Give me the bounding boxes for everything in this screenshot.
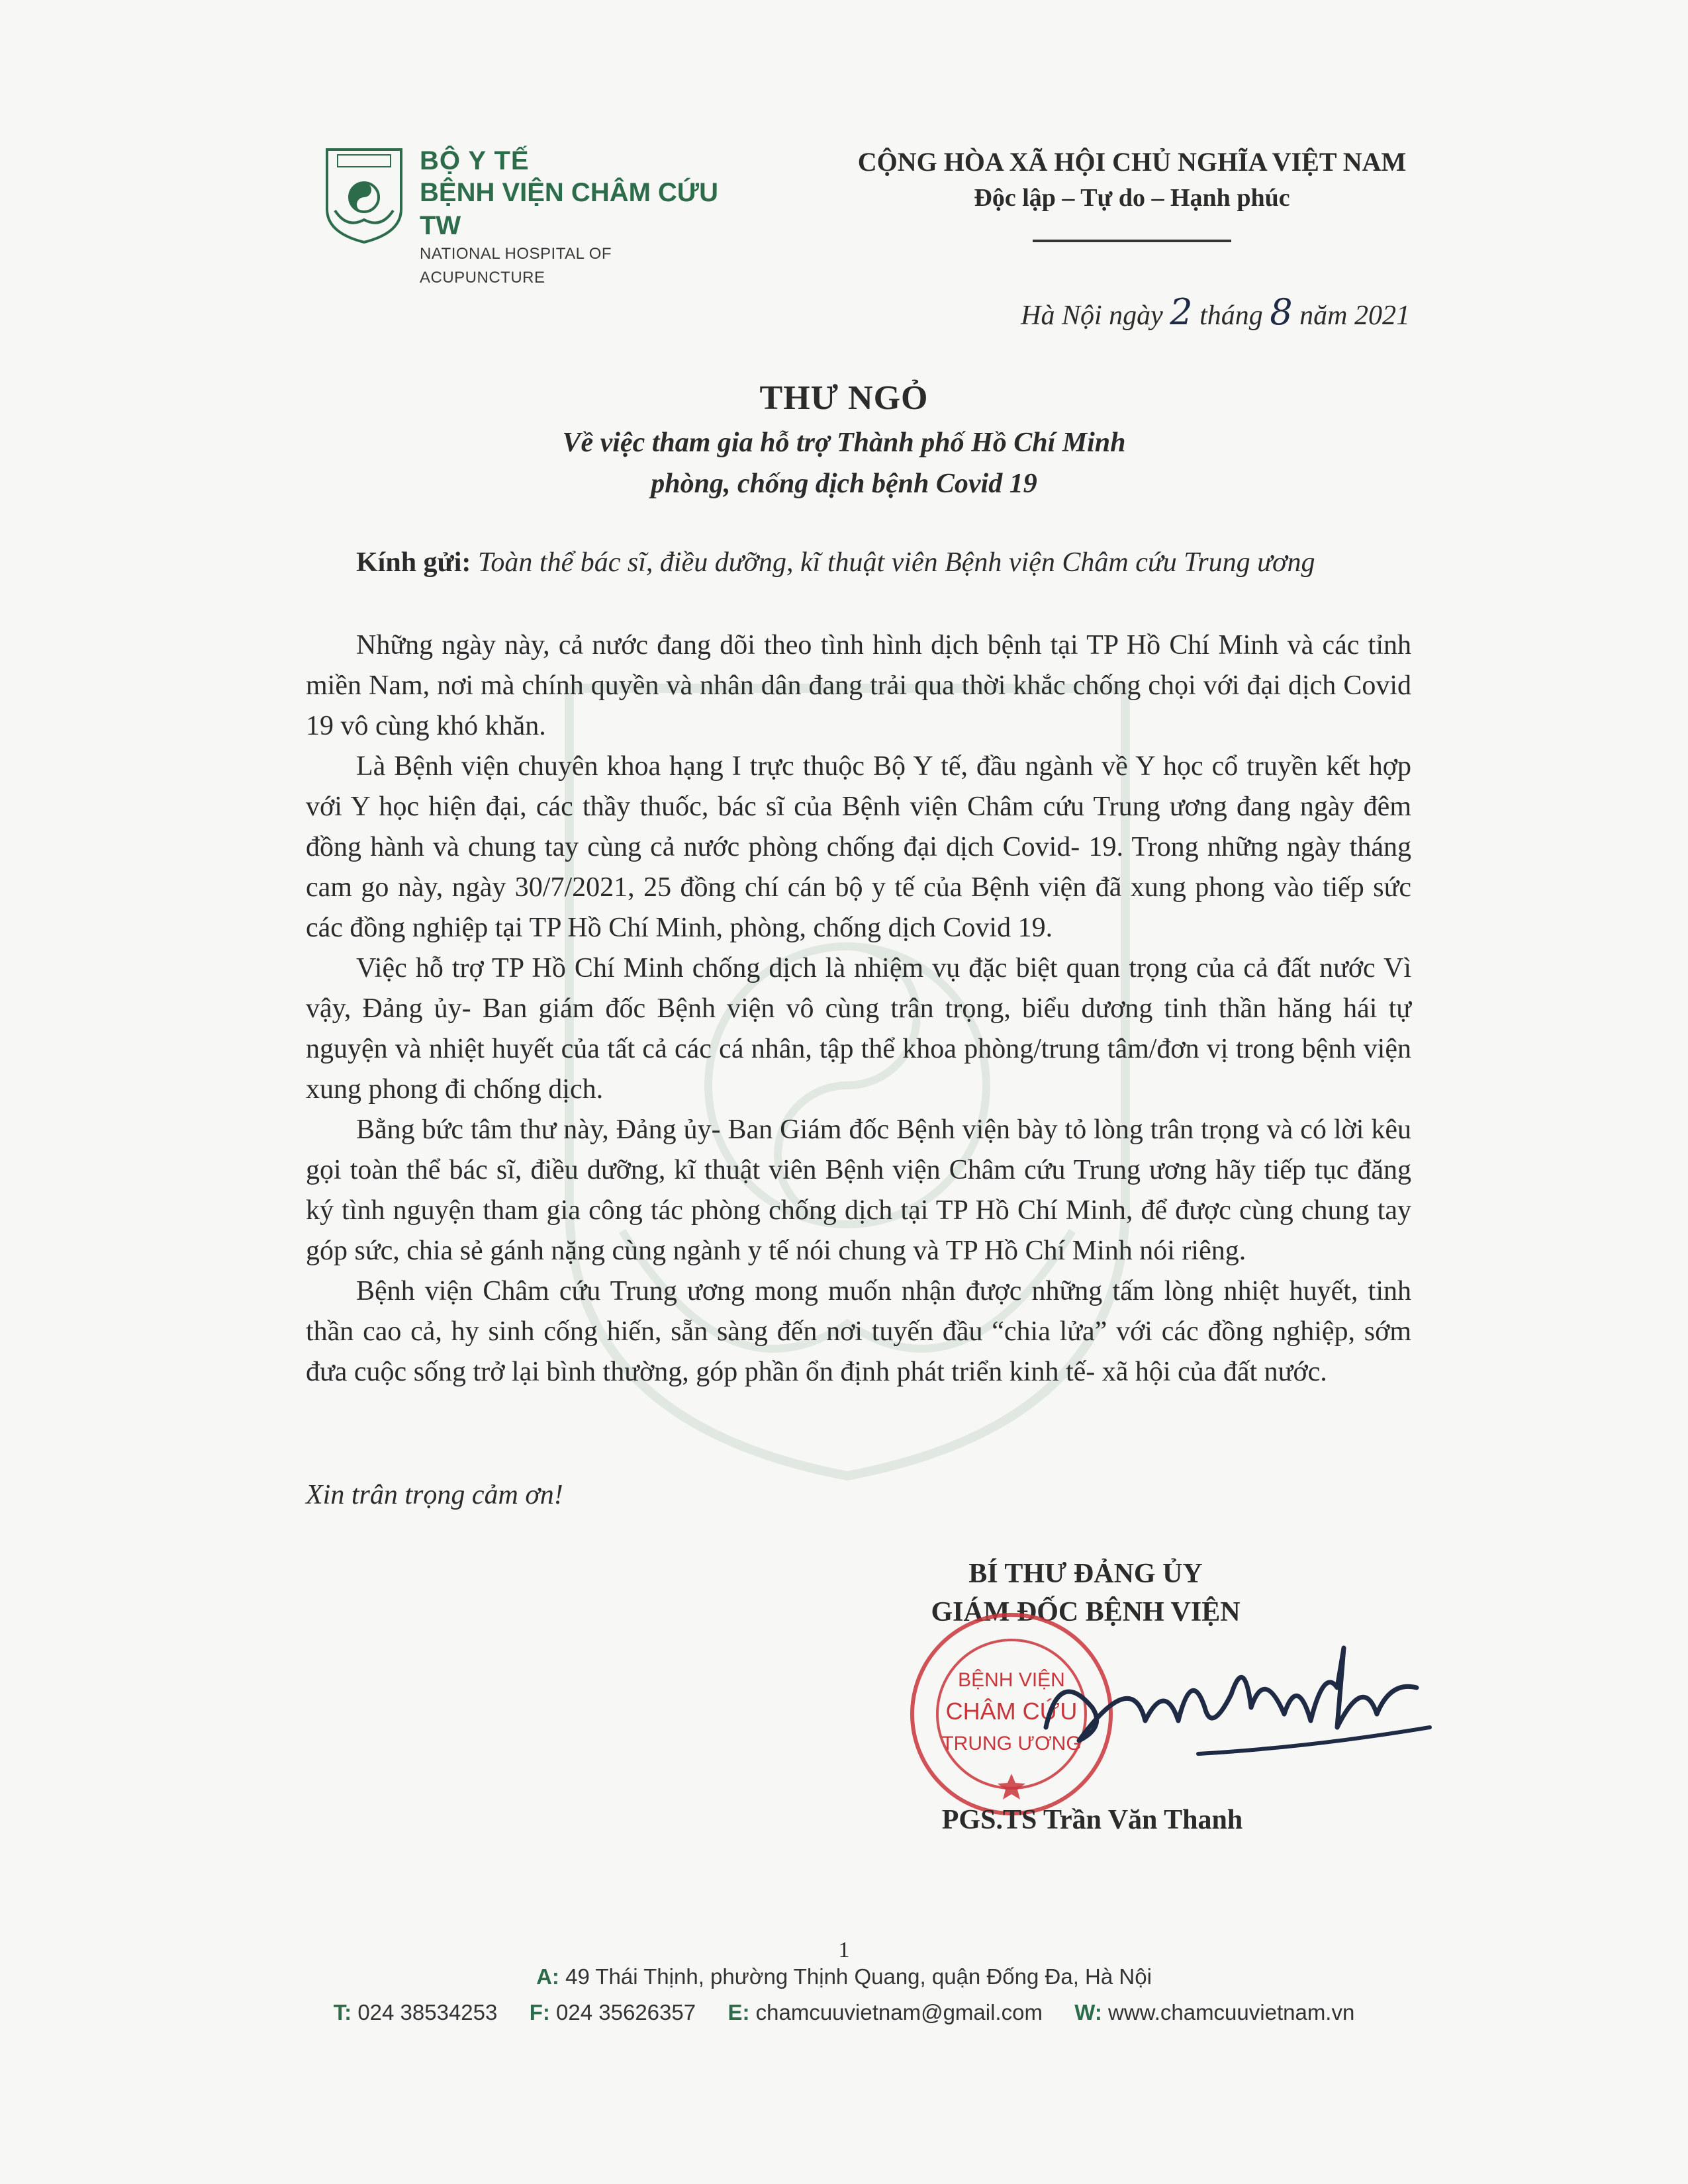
date-month: 8 [1270,291,1293,333]
recipient-value: Toàn thể bác sĩ, điều dưỡng, kĩ thuật viên Bệnh viện Châm cứu Trung ương [477,547,1315,578]
motto-underline [1033,240,1231,242]
logo-text [420,146,733,290]
recipient-line [356,547,1315,578]
address-label: A: [536,1964,559,1989]
address-text: 49 Thái Thịnh, phường Thịnh Quang, quận Đống Đa, Hà Nội [565,1964,1152,1989]
tel-text: 024 38534253 [357,2000,498,2025]
date-month-label: tháng [1199,300,1263,331]
footer-contacts [0,2000,1688,2025]
date-prefix: Hà Nội ngày [1021,300,1163,331]
date-year: năm 2021 [1299,300,1410,331]
letter-subtitle-2: phòng, chống dịch bệnh Covid 19 [651,469,1037,499]
letter-body [306,625,1411,1392]
national-header [834,144,1430,242]
hospital-emblem-icon [323,146,405,245]
body-paragraph: Những ngày này, cả nước đang dõi theo tình hình dịch bệnh tại TP Hồ Chí Minh và các tỉnh miền Nam, nơi mà chính quyền và nhân dân đang trải qua thời khắc chống chọi với đại dịch Covid 19 vô cùng khó khăn. [306,630,1411,741]
letter-date [1021,291,1410,333]
letter-heading: THƯ NGỎ [759,379,929,417]
closing-text: Xin trân trọng cảm ơn! [306,1480,563,1510]
stamp-line-3: TRUNG ƯƠNG [941,1733,1082,1754]
signer-name: PGS.TS Trần Văn Thanh [941,1805,1243,1835]
body-paragraph: Là Bệnh viện chuyên khoa hạng I trực thuộc Bộ Y tế, đầu ngành về Y học cổ truyền kết hợp với Y học hiện đại, các thầy thuốc, bác sĩ của Bệnh viện Châm cứu Trung ương đang ngày đêm đồng hành và chung tay cùng cả nước phòng chống đại dịch Covid- 19. Trong những ngày tháng cam go này, ngày 30/7/2021, 25 đồng chí cán bộ y tế của Bệnh viện đã xung phong vào tiếp sức các đồng nghiệp tại TP Hồ Chí Minh, phòng, chống dịch Covid 19. [306,751,1411,943]
letter-subtitle-1: Về việc tham gia hỗ trợ Thành phố Hồ Chí Minh [562,428,1126,458]
logo-english-name: NATIONAL HOSPITAL OF ACUPUNCTURE [420,245,612,287]
stamp-line-1: BỆNH VIỆN [958,1669,1065,1691]
stamp-line-2: CHÂM CỨU [945,1698,1078,1725]
fax-label: F: [529,2000,550,2025]
date-day: 2 [1170,291,1193,333]
signer-title-1: BÍ THƯ ĐẢNG ỦY [968,1559,1203,1589]
email-label: E: [727,2000,750,2025]
recipient-label: Kính gửi: [356,547,471,578]
body-paragraph: Bằng bức tâm thư này, Đảng ủy- Ban Giám đốc Bệnh viện bày tỏ lòng trân trọng và có lời kêu gọi toàn thể bác sĩ, điều dưỡng, kĩ thuật viên Bệnh viện Châm cứu Trung ương hãy tiếp tục đăng ký tình nguyện tham gia công tác phòng chống dịch tại TP Hồ Chí Minh, để được cùng chung tay góp sức, chia sẻ gánh nặng cùng ngành y tế nói chung và TP Hồ Chí Minh nói riêng. [306,1115,1411,1266]
national-motto: Độc lập – Tự do – Hạnh phúc [974,184,1290,212]
body-paragraph: Việc hỗ trợ TP Hồ Chí Minh chống dịch là nhiệm vụ đặc biệt quan trọng của cả đất nước Vì vậy, Đảng ủy- Ban giám đốc Bệnh viện vô cùng trân trọng, biểu dương tinh thần hăng hái tự nguyện và nhiệt huyết của tất cả các cá nhân, tập thể khoa phòng/trung tâm/đơn vị trong bệnh viện xung phong đi chống dịch. [306,953,1411,1105]
web-label: W: [1074,2000,1102,2025]
signer-title-2: GIÁM ĐỐC BỆNH VIỆN [931,1597,1241,1627]
fax-text: 024 35626357 [556,2000,696,2025]
handwritten-signature [1033,1628,1443,1787]
hospital-logo [323,139,733,287]
logo-ministry: BỘ Y TẾ [420,146,530,175]
email-link[interactable]: chamcuuvietnam@gmail.com [755,2000,1043,2025]
page-number: 1 [838,1938,850,1962]
website-link[interactable]: www.chamcuuvietnam.vn [1108,2000,1355,2025]
tel-label: T: [333,2000,352,2025]
footer-address [0,1964,1688,1989]
logo-hospital-name: BỆNH VIỆN CHÂM CỨU TW [420,178,718,240]
body-paragraph: Bệnh viện Châm cứu Trung ương mong muốn nhận được những tấm lòng nhiệt huyết, tinh thần cao cả, hy sinh cống hiến, sẵn sàng đến nơi tuyến đầu “chia lửa” với các đồng nghiệp, sớm đưa cuộc sống trở lại bình thường, góp phần ổn định phát triển kinh tế- xã hội của đất nước. [306,1276,1411,1387]
closing-line [306,1479,563,1511]
national-title: CỘNG HÒA XÃ HỘI CHỦ NGHĨA VIỆT NAM [857,147,1407,177]
